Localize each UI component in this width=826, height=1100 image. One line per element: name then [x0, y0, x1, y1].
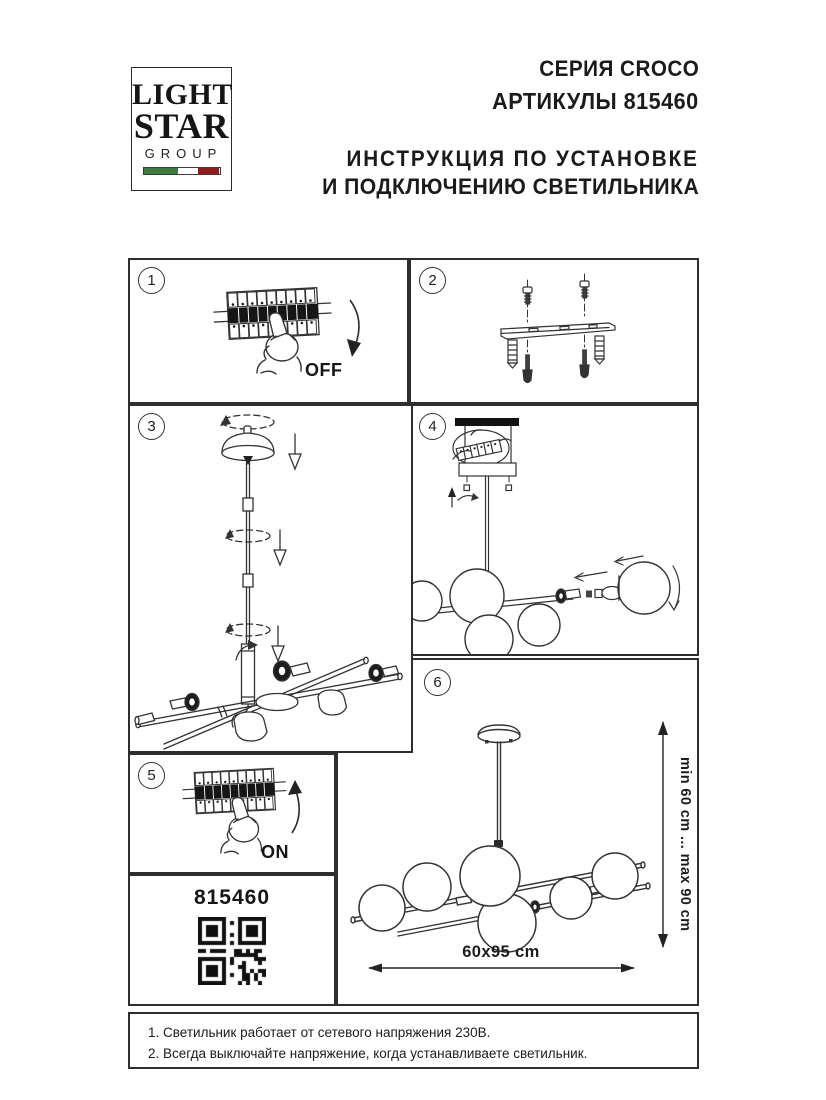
lightstar-logo [131, 67, 232, 191]
article-number: 815460 [193, 886, 271, 909]
step-number-badge: 2 [419, 267, 446, 294]
step-panel-2 [409, 258, 699, 404]
breaker-off-illustration [130, 260, 407, 402]
step-panel-5 [128, 753, 336, 874]
step-number-badge: 1 [138, 267, 165, 294]
step-number-badge: 6 [424, 669, 451, 696]
rod-assembly-illustration [130, 406, 411, 751]
logo-word-star: STAR [133, 106, 230, 146]
italian-flag-stripe [143, 167, 221, 175]
footer-note-2: 2. Всегда выключайте напряжение, когда устанавливаете светильник. [148, 1046, 588, 1061]
step-panel-1 [128, 258, 409, 404]
flag-white-segment [178, 168, 198, 174]
step-number-badge: 3 [138, 413, 165, 440]
article-qr-panel [128, 874, 336, 1006]
instruction-title-line2: И ПОДКЛЮЧЕНИЮ СВЕТИЛЬНИКА [321, 174, 699, 199]
step-panel-4 [409, 404, 699, 656]
flag-green-segment [144, 168, 179, 174]
width-dimension-label: 60x95 cm [462, 943, 540, 961]
series-title: СЕРИЯ CROCO [538, 56, 699, 81]
qr-code [198, 917, 266, 985]
flag-red-segment [198, 168, 219, 174]
height-dimension-label: min 60 cm ... max 90 cm [677, 757, 693, 932]
ceiling-mount-illustration [411, 406, 697, 654]
off-label: OFF [305, 360, 343, 380]
logo-word-light: LIGHT [132, 78, 233, 111]
on-label: ON [261, 842, 289, 862]
footer-note-1: 1. Светильник работает от сетевого напряжения 230В. [148, 1025, 491, 1040]
step-number-badge: 5 [138, 762, 165, 789]
bracket-illustration [411, 260, 697, 402]
instruction-title-line1: ИНСТРУКЦИЯ ПО УСТАНОВКЕ [346, 146, 699, 171]
step-number-badge: 4 [419, 413, 446, 440]
logo-word-group: GROUP [144, 146, 223, 161]
articles-title: АРТИКУЛЫ 815460 [492, 88, 699, 114]
step-panel-3 [128, 404, 413, 753]
footer-notes [128, 1012, 699, 1069]
